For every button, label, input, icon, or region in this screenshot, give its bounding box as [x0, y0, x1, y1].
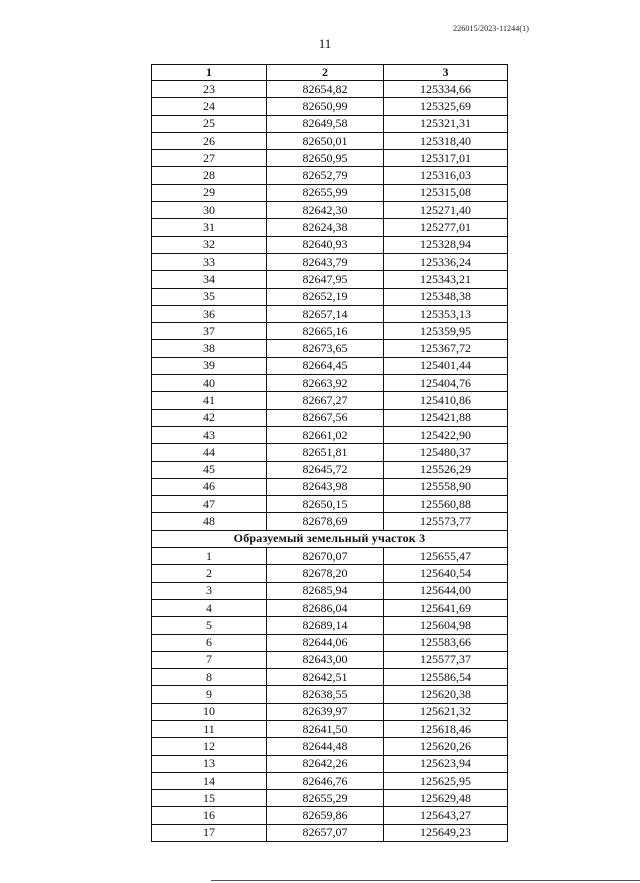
point-number-cell: 35 — [152, 288, 267, 305]
point-number-cell: 41 — [152, 392, 267, 409]
point-number-cell: 17 — [152, 824, 267, 841]
point-number-cell: 8 — [152, 669, 267, 686]
point-number-cell: 45 — [152, 461, 267, 478]
point-number-cell: 25 — [152, 115, 267, 132]
table-row — [152, 444, 508, 461]
x-coordinate-cell: 82642,30 — [267, 202, 384, 219]
table-row — [152, 271, 508, 288]
y-coordinate-cell: 125422,90 — [384, 426, 508, 443]
y-coordinate-cell: 125641,69 — [384, 599, 508, 616]
y-coordinate-cell: 125315,08 — [384, 184, 508, 201]
x-coordinate-cell: 82650,95 — [267, 150, 384, 167]
point-number-cell: 40 — [152, 375, 267, 392]
x-coordinate-cell: 82661,02 — [267, 426, 384, 443]
point-number-cell: 4 — [152, 599, 267, 616]
y-coordinate-cell: 125325,69 — [384, 98, 508, 115]
point-number-cell: 11 — [152, 720, 267, 737]
table-row — [152, 340, 508, 357]
x-coordinate-cell: 82663,92 — [267, 375, 384, 392]
y-coordinate-cell: 125558,90 — [384, 478, 508, 495]
y-coordinate-cell: 125353,13 — [384, 305, 508, 322]
point-number-cell: 13 — [152, 755, 267, 772]
y-coordinate-cell: 125321,31 — [384, 115, 508, 132]
table-row — [152, 98, 508, 115]
point-number-cell: 32 — [152, 236, 267, 253]
table-row — [152, 703, 508, 720]
x-coordinate-cell: 82638,55 — [267, 686, 384, 703]
x-coordinate-cell: 82654,82 — [267, 81, 384, 98]
x-coordinate-cell: 82641,50 — [267, 720, 384, 737]
x-coordinate-cell: 82652,19 — [267, 288, 384, 305]
table-row — [152, 288, 508, 305]
point-number-cell: 37 — [152, 323, 267, 340]
x-coordinate-cell: 82655,29 — [267, 790, 384, 807]
table-row — [152, 651, 508, 668]
x-coordinate-cell: 82647,95 — [267, 271, 384, 288]
table-row — [152, 81, 508, 98]
point-number-cell: 5 — [152, 617, 267, 634]
table-row — [152, 634, 508, 651]
point-number-cell: 2 — [152, 565, 267, 582]
x-coordinate-cell: 82643,00 — [267, 651, 384, 668]
point-number-cell: 9 — [152, 686, 267, 703]
table-row — [152, 772, 508, 789]
point-number-cell: 7 — [152, 651, 267, 668]
point-number-cell: 14 — [152, 772, 267, 789]
y-coordinate-cell: 125620,26 — [384, 738, 508, 755]
table-row — [152, 686, 508, 703]
y-coordinate-cell: 125649,23 — [384, 824, 508, 841]
document-id: 226015/2023-11244(1) — [453, 24, 529, 33]
table-row — [152, 738, 508, 755]
y-coordinate-cell: 125277,01 — [384, 219, 508, 236]
x-coordinate-cell: 82678,20 — [267, 565, 384, 582]
x-coordinate-cell: 82650,15 — [267, 496, 384, 513]
y-coordinate-cell: 125410,86 — [384, 392, 508, 409]
x-coordinate-cell: 82649,58 — [267, 115, 384, 132]
y-coordinate-cell: 125334,66 — [384, 81, 508, 98]
x-coordinate-cell: 82685,94 — [267, 582, 384, 599]
column-header-y: 3 — [384, 65, 508, 81]
table-row — [152, 236, 508, 253]
point-number-cell: 26 — [152, 132, 267, 149]
table-row — [152, 132, 508, 149]
column-header-point: 1 — [152, 65, 267, 81]
y-coordinate-cell: 125336,24 — [384, 253, 508, 270]
table-body-part2 — [152, 548, 508, 842]
point-number-cell: 42 — [152, 409, 267, 426]
table-row — [152, 305, 508, 322]
x-coordinate-cell: 82643,79 — [267, 253, 384, 270]
table-row — [152, 669, 508, 686]
table-row — [152, 409, 508, 426]
table-row — [152, 824, 508, 841]
point-number-cell: 27 — [152, 150, 267, 167]
y-coordinate-cell: 125643,27 — [384, 807, 508, 824]
point-number-cell: 48 — [152, 513, 267, 530]
y-coordinate-cell: 125655,47 — [384, 548, 508, 565]
x-coordinate-cell: 82657,14 — [267, 305, 384, 322]
x-coordinate-cell: 82652,79 — [267, 167, 384, 184]
x-coordinate-cell: 82639,97 — [267, 703, 384, 720]
x-coordinate-cell: 82659,86 — [267, 807, 384, 824]
y-coordinate-cell: 125367,72 — [384, 340, 508, 357]
y-coordinate-cell: 125271,40 — [384, 202, 508, 219]
x-coordinate-cell: 82667,56 — [267, 409, 384, 426]
table-row — [152, 755, 508, 772]
y-coordinate-cell: 125620,38 — [384, 686, 508, 703]
point-number-cell: 1 — [152, 548, 267, 565]
page-number: 11 — [318, 36, 332, 51]
table-row — [152, 461, 508, 478]
table-row — [152, 150, 508, 167]
y-coordinate-cell: 125348,38 — [384, 288, 508, 305]
section-title: Образуемый земельный участок 3 — [152, 530, 508, 547]
section-header — [152, 530, 508, 547]
y-coordinate-cell: 125317,01 — [384, 150, 508, 167]
x-coordinate-cell: 82640,93 — [267, 236, 384, 253]
column-header-x: 2 — [267, 65, 384, 81]
y-coordinate-cell: 125316,03 — [384, 167, 508, 184]
table-row — [152, 219, 508, 236]
coordinates-table — [151, 64, 508, 842]
x-coordinate-cell: 82644,06 — [267, 634, 384, 651]
y-coordinate-cell: 125640,54 — [384, 565, 508, 582]
y-coordinate-cell: 125359,95 — [384, 323, 508, 340]
x-coordinate-cell: 82650,99 — [267, 98, 384, 115]
x-coordinate-cell: 82686,04 — [267, 599, 384, 616]
y-coordinate-cell: 125644,00 — [384, 582, 508, 599]
x-coordinate-cell: 82644,48 — [267, 738, 384, 755]
table-row — [152, 357, 508, 374]
table-row — [152, 392, 508, 409]
page-bottom-rule — [211, 880, 640, 881]
y-coordinate-cell: 125318,40 — [384, 132, 508, 149]
x-coordinate-cell: 82624,38 — [267, 219, 384, 236]
table-row — [152, 513, 508, 530]
x-coordinate-cell: 82646,76 — [267, 772, 384, 789]
y-coordinate-cell: 125623,94 — [384, 755, 508, 772]
table-row — [152, 478, 508, 495]
table-row — [152, 323, 508, 340]
x-coordinate-cell: 82667,27 — [267, 392, 384, 409]
x-coordinate-cell: 82650,01 — [267, 132, 384, 149]
x-coordinate-cell: 82673,65 — [267, 340, 384, 357]
table-row — [152, 202, 508, 219]
table-row — [152, 184, 508, 201]
point-number-cell: 43 — [152, 426, 267, 443]
y-coordinate-cell: 125604,98 — [384, 617, 508, 634]
point-number-cell: 12 — [152, 738, 267, 755]
table-row — [152, 115, 508, 132]
table-row — [152, 548, 508, 565]
table-row — [152, 565, 508, 582]
point-number-cell: 3 — [152, 582, 267, 599]
y-coordinate-cell: 125343,21 — [384, 271, 508, 288]
x-coordinate-cell: 82665,16 — [267, 323, 384, 340]
y-coordinate-cell: 125573,77 — [384, 513, 508, 530]
y-coordinate-cell: 125577,37 — [384, 651, 508, 668]
table-row — [152, 720, 508, 737]
point-number-cell: 10 — [152, 703, 267, 720]
x-coordinate-cell: 82689,14 — [267, 617, 384, 634]
table-row — [152, 790, 508, 807]
table-body-part1 — [152, 81, 508, 531]
section-row — [152, 530, 508, 547]
y-coordinate-cell: 125625,95 — [384, 772, 508, 789]
point-number-cell: 31 — [152, 219, 267, 236]
x-coordinate-cell: 82657,07 — [267, 824, 384, 841]
table-row — [152, 617, 508, 634]
table-row — [152, 167, 508, 184]
point-number-cell: 47 — [152, 496, 267, 513]
y-coordinate-cell: 125629,48 — [384, 790, 508, 807]
point-number-cell: 29 — [152, 184, 267, 201]
y-coordinate-cell: 125618,46 — [384, 720, 508, 737]
x-coordinate-cell: 82642,51 — [267, 669, 384, 686]
point-number-cell: 15 — [152, 790, 267, 807]
table-row — [152, 253, 508, 270]
point-number-cell: 6 — [152, 634, 267, 651]
point-number-cell: 38 — [152, 340, 267, 357]
point-number-cell: 34 — [152, 271, 267, 288]
point-number-cell: 24 — [152, 98, 267, 115]
x-coordinate-cell: 82678,69 — [267, 513, 384, 530]
x-coordinate-cell: 82645,72 — [267, 461, 384, 478]
point-number-cell: 36 — [152, 305, 267, 322]
y-coordinate-cell: 125560,88 — [384, 496, 508, 513]
table-row — [152, 807, 508, 824]
x-coordinate-cell: 82670,07 — [267, 548, 384, 565]
y-coordinate-cell: 125401,44 — [384, 357, 508, 374]
x-coordinate-cell: 82651,81 — [267, 444, 384, 461]
y-coordinate-cell: 125480,37 — [384, 444, 508, 461]
y-coordinate-cell: 125586,54 — [384, 669, 508, 686]
table-row — [152, 375, 508, 392]
table-row — [152, 582, 508, 599]
y-coordinate-cell: 125583,66 — [384, 634, 508, 651]
x-coordinate-cell: 82642,26 — [267, 755, 384, 772]
y-coordinate-cell: 125404,76 — [384, 375, 508, 392]
table-row — [152, 496, 508, 513]
point-number-cell: 33 — [152, 253, 267, 270]
y-coordinate-cell: 125328,94 — [384, 236, 508, 253]
y-coordinate-cell: 125621,32 — [384, 703, 508, 720]
point-number-cell: 28 — [152, 167, 267, 184]
point-number-cell: 23 — [152, 81, 267, 98]
x-coordinate-cell: 82655,99 — [267, 184, 384, 201]
table-row — [152, 599, 508, 616]
x-coordinate-cell: 82643,98 — [267, 478, 384, 495]
y-coordinate-cell: 125526,29 — [384, 461, 508, 478]
point-number-cell: 16 — [152, 807, 267, 824]
table-row — [152, 426, 508, 443]
point-number-cell: 46 — [152, 478, 267, 495]
point-number-cell: 30 — [152, 202, 267, 219]
table-header-row — [152, 65, 508, 81]
point-number-cell: 44 — [152, 444, 267, 461]
point-number-cell: 39 — [152, 357, 267, 374]
y-coordinate-cell: 125421,88 — [384, 409, 508, 426]
x-coordinate-cell: 82664,45 — [267, 357, 384, 374]
